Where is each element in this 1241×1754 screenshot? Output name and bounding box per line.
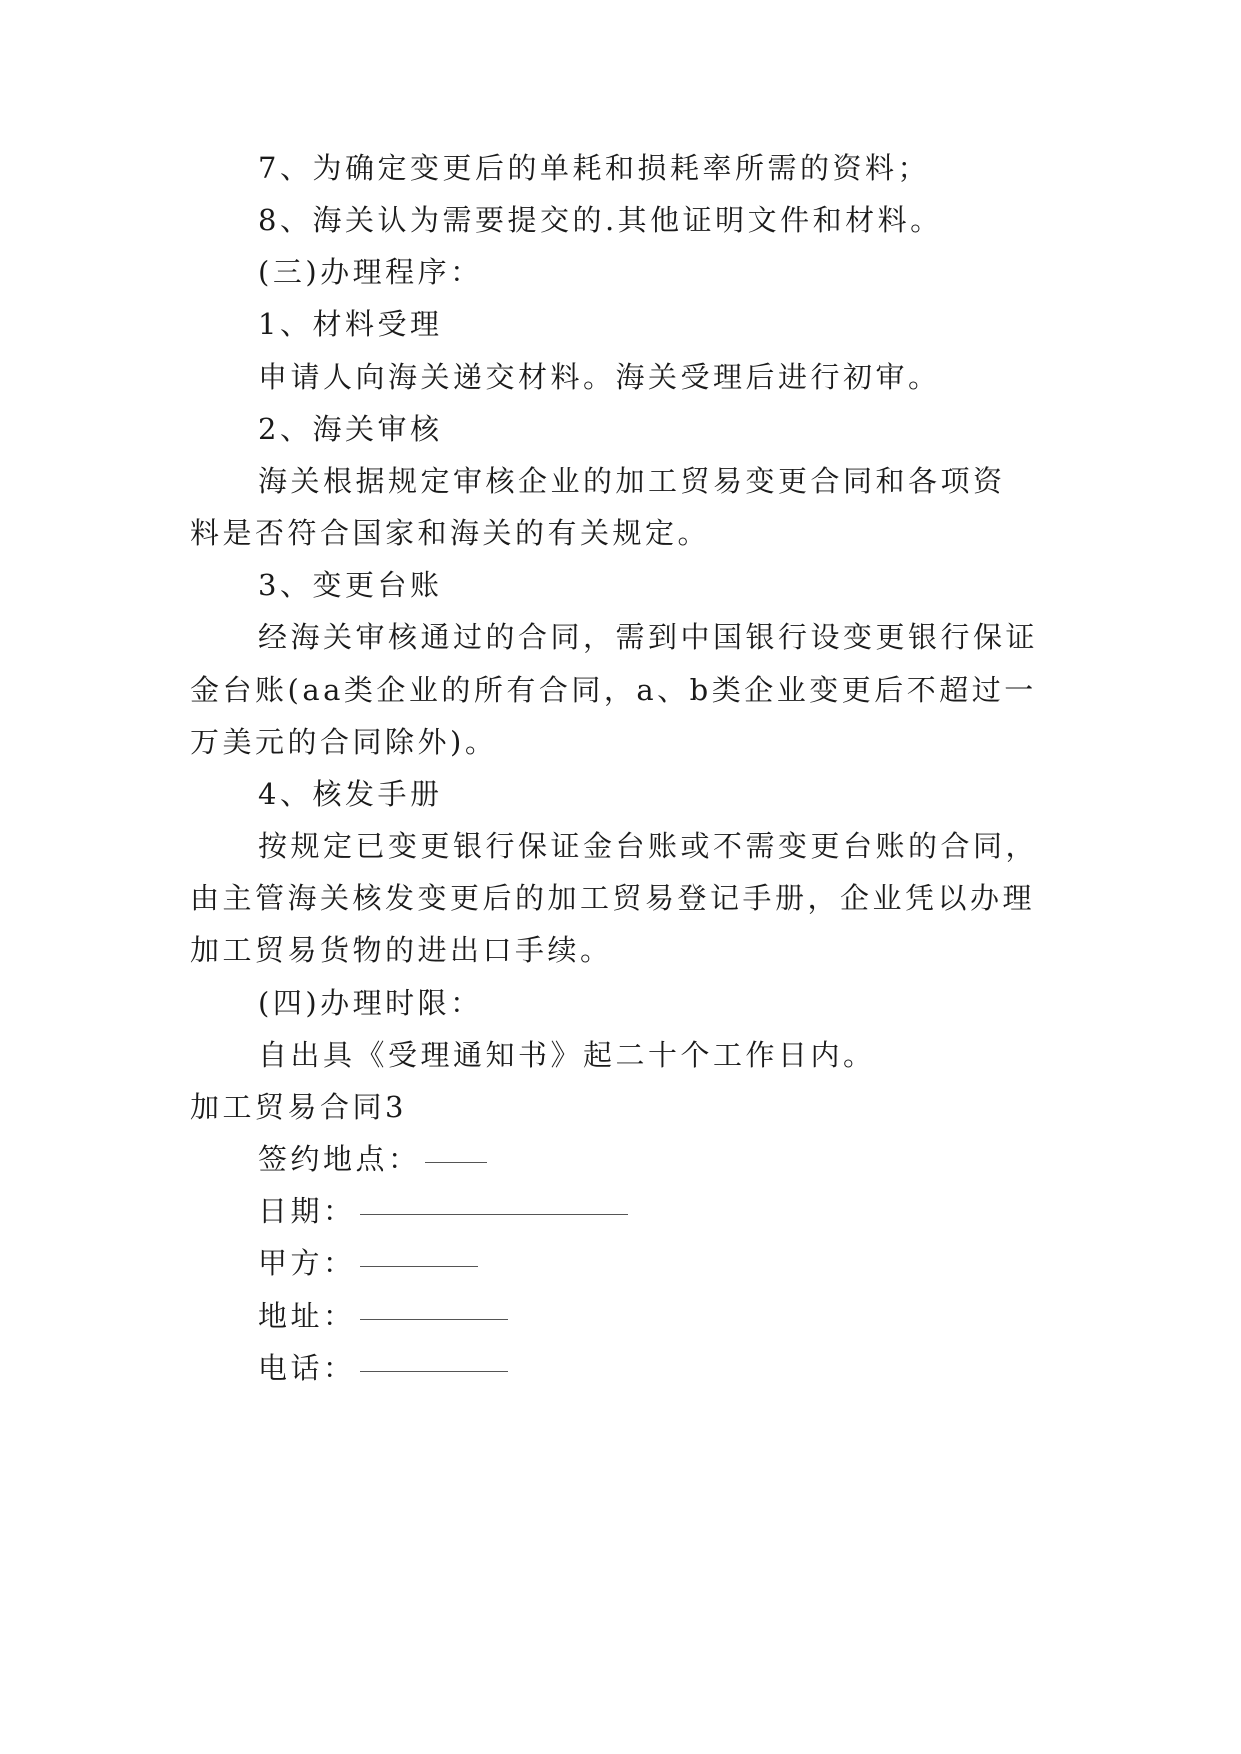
step-4-heading: 4、核发手册 <box>258 777 443 811</box>
party-a-label: 甲方： <box>258 1246 356 1280</box>
step-1-body: 申请人向海关递交材料。海关受理后进行初审。 <box>258 360 941 394</box>
signing-place-blank <box>425 1161 487 1163</box>
step-3-body-line-1: 经海关审核通过的合同，需到中国银行设变更银行保证 <box>258 620 1039 654</box>
party-a-row <box>258 1243 478 1283</box>
step-3-body-line-2: 金台账(aa类企业的所有合同，a、b类企业变更后不超过一 <box>190 673 1037 707</box>
address-label: 地址： <box>258 1299 356 1333</box>
phone-label: 电话： <box>258 1351 356 1385</box>
address-row <box>258 1296 508 1336</box>
step-4-body-line-2: 由主管海关核发变更后的加工贸易登记手册，企业凭以办理 <box>190 881 1036 915</box>
step-1-heading: 1、材料受理 <box>258 307 443 341</box>
item-8-text: 8、海关认为需要提交的.其他证明文件和材料。 <box>258 203 943 237</box>
step-3-body-line-3: 万美元的合同除外)。 <box>190 725 498 759</box>
date-label: 日期： <box>258 1194 356 1228</box>
section-procedure-heading: (三)办理程序： <box>258 255 483 289</box>
contract-3-title: 加工贸易合同3 <box>190 1090 407 1124</box>
step-4-body-line-3: 加工贸易货物的进出口手续。 <box>190 933 613 967</box>
step-2-heading: 2、海关审核 <box>258 412 443 446</box>
phone-row <box>258 1348 508 1388</box>
date-row <box>258 1191 628 1231</box>
party-a-blank <box>360 1265 478 1267</box>
date-blank <box>360 1213 628 1215</box>
step-2-body-line-2: 料是否符合国家和海关的有关规定。 <box>190 516 711 550</box>
time-limit-body: 自出具《受理通知书》起二十个工作日内。 <box>258 1038 876 1072</box>
phone-blank <box>360 1370 508 1372</box>
signing-place-label: 签约地点： <box>258 1142 421 1176</box>
step-2-body-line-1: 海关根据规定审核企业的加工贸易变更合同和各项资 <box>258 464 1006 498</box>
section-time-limit-heading: (四)办理时限： <box>258 986 483 1020</box>
address-blank <box>360 1318 508 1320</box>
signing-place-row <box>258 1139 487 1179</box>
step-4-body-line-1: 按规定已变更银行保证金台账或不需变更台账的合同， <box>258 829 1039 863</box>
item-7-text: 7、为确定变更后的单耗和损耗率所需的资料； <box>258 151 930 185</box>
step-3-heading: 3、变更台账 <box>258 568 443 602</box>
